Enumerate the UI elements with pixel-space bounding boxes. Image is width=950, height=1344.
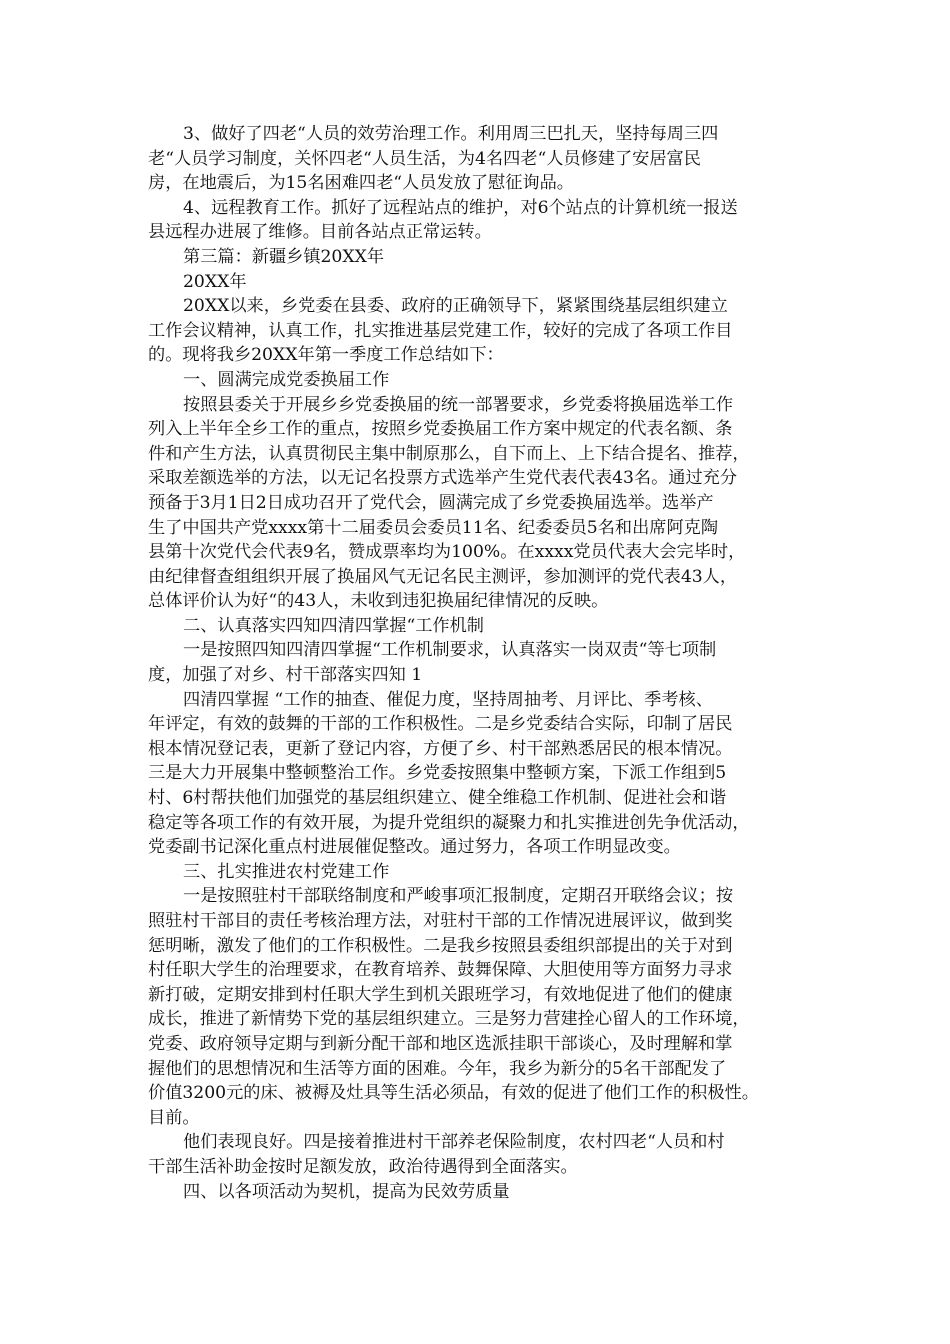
section-heading: 20XX年 [183, 271, 247, 292]
paragraph-first-line: 一是按照四知四清四掌握“工作机制要求，认真落实一岗双责“等七项制 [183, 640, 717, 661]
section-heading: 四、以各项活动为契机，提高为民效劳质量 [183, 1181, 510, 1202]
text-line: 工作会议精神，认真工作，扎实推进基层党建工作，较好的完成了各项工作目 [148, 320, 733, 341]
section-heading: 三、扎实推进农村党建工作 [183, 861, 390, 882]
paragraph-first-line: 四清四掌握 “工作的抽查、催促力度，坚持周抽考、月评比、季考核、 [183, 689, 713, 710]
text-line: 村、6村帮扶他们加强党的基层组织建立、健全维稳工作机制、促进社会和谐 [148, 788, 727, 809]
paragraph-first-line: 他们表现良好。四是接着推进村干部养老保险制度，农村四老“人员和村 [183, 1132, 725, 1153]
text-line: 总体评价认为好“的43人，未收到违犯换届纪律情况的反映。 [148, 591, 609, 612]
text-line: 党委副书记深化重点村进展催促整改。通过努力，各项工作明显改变。 [148, 837, 681, 858]
text-line: 房，在地震后，为15名困难四老“人员发放了慰征询品。 [148, 173, 574, 194]
text-line: 党委、政府领导定期与到新分配干部和地区选派挂职干部谈心，及时理解和掌 [148, 1033, 733, 1054]
section-heading: 第三篇：新疆乡镇20XX年 [183, 246, 385, 267]
section-heading: 一、圆满完成党委换届工作 [183, 369, 390, 390]
text-line: 预备于3月1日2日成功召开了党代会，圆满完成了乡党委换届选举。选举产 [148, 492, 714, 513]
text-line: 新打破，定期安排到村任职大学生到机关跟班学习，有效地促进了他们的健康 [148, 984, 733, 1005]
text-line: 采取差额选举的方法，以无记名投票方式选举产生党代表代表43名。通过充分 [148, 468, 738, 489]
text-line: 目前。 [148, 1107, 200, 1128]
paragraph-first-line: 20XX以来，乡党委在县委、政府的正确领导下，紧紧围绕基层组织建立 [183, 296, 728, 317]
text-line: 列入上半年全乡工作的重点，按照乡党委换届工作方案中规定的代表名额、条 [148, 419, 733, 440]
paragraph-first-line: 按照县委关于开展乡乡党委换届的统一部署要求，乡党委将换届选举工作 [183, 394, 734, 415]
text-line: 由纪律督查组组织开展了换届风气无记名民主测评，参加测评的党代表43人， [148, 566, 738, 587]
text-line: 握他们的思想情况和生活等方面的困难。今年，我乡为新分的5名干部配发了 [148, 1058, 727, 1079]
text-line: 年评定，有效的鼓舞的干部的工作积极性。二是乡党委结合实际，印制了居民 [148, 714, 733, 735]
text-line: 的。现将我乡20XX年第一季度工作总结如下： [148, 345, 504, 366]
paragraph-first-line: 一是按照驻村干部联络制度和严峻事项汇报制度，定期召开联络会议；按 [183, 886, 734, 907]
text-line: 生了中国共产党xxxx第十二届委员会委员11名、纪委委员5名和出席阿克陶 [148, 517, 719, 538]
document-page [148, 122, 818, 1204]
section-heading: 二、认真落实四知四清四掌握“工作机制 [183, 615, 484, 636]
text-line: 干部生活补助金按时足额发放，政治待遇得到全面落实。 [148, 1156, 578, 1177]
text-line: 三是大力开展集中整顿整治工作。乡党委按照集中整顿方案，下派工作组到5 [148, 763, 727, 784]
paragraph-first-line: 4、远程教育工作。抓好了远程站点的维护，对6个站点的计算机统一报送 [183, 197, 738, 218]
text-line: 度，加强了对乡、村干部落实四知 1 [148, 665, 423, 686]
text-line: 老“人员学习制度，关怀四老“人员生活，为4名四老“人员修建了安居富民 [148, 148, 701, 169]
text-line: 县第十次党代会代表9名，赞成票率均为100%。在xxxx党员代表大会完毕时， [148, 542, 746, 563]
text-line: 件和产生方法，认真贯彻民主集中制原那么，自下而上、上下结合提名、推荐， [148, 443, 750, 464]
text-line: 照驻村干部目的责任考核治理方法，对驻村干部的工作情况进展评议，做到奖 [148, 911, 733, 931]
text-line: 成长，推进了新情势下党的基层组织建立。三是努力营建拴心留人的工作环境， [148, 1009, 750, 1030]
text-line: 县远程办进展了维修。目前各站点正常运转。 [148, 222, 492, 243]
text-line: 根本情况登记表，更新了登记内容，方便了乡、村干部熟悉居民的根本情况。 [148, 738, 733, 759]
text-line: 价值3200元的床、被褥及灶具等生活必须品，有效的促进了他们工作的积极性。 [148, 1083, 759, 1104]
text-line: 稳定等各项工作的有效开展，为提升党组织的凝聚力和扎实推进创先争优活动， [148, 812, 750, 833]
text-line: 惩明晰，激发了他们的工作积极性。二是我乡按照县委组织部提出的关于对到 [148, 935, 733, 956]
text-line: 村任职大学生的治理要求，在教育培养、鼓舞保障、大胆使用等方面努力寻求 [148, 960, 733, 981]
paragraph-first-line: 3、做好了四老“人员的效劳治理工作。利用周三巴扎天，坚持每周三四 [183, 124, 719, 144]
